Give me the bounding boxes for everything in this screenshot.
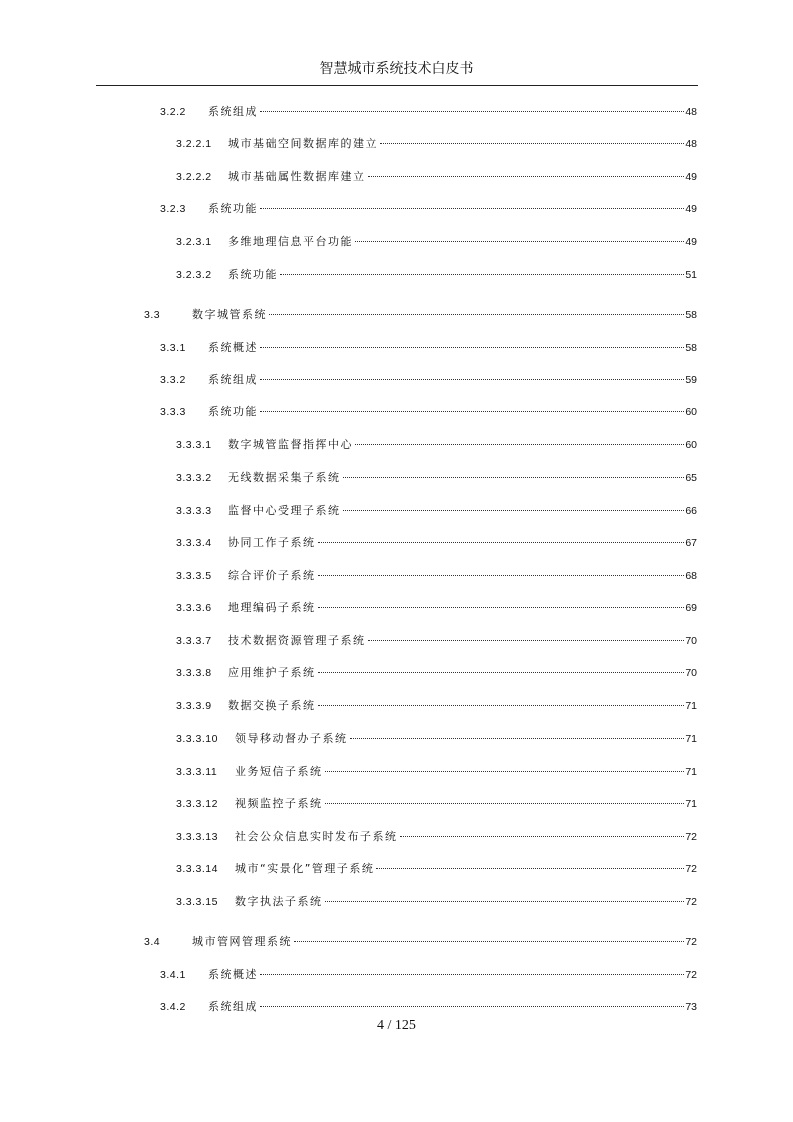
- toc-entry-number: 3.3.3.15: [176, 896, 218, 908]
- toc-dot-leader: [318, 705, 685, 706]
- toc-dot-leader: [260, 974, 684, 975]
- toc-entry[interactable]: [176, 894, 697, 910]
- toc-dot-leader: [355, 444, 684, 445]
- toc-entry-title: 城市基础空间数据库的建立: [228, 137, 378, 150]
- toc-entry-number: 3.3.3.13: [176, 831, 218, 843]
- toc-entry-number: 3.3.3.8: [176, 667, 212, 679]
- toc-entry-page: 71: [685, 733, 697, 745]
- toc-entry-page: 66: [685, 505, 697, 517]
- toc-entry[interactable]: [176, 633, 697, 649]
- toc-entry-number: 3.3.1: [160, 342, 186, 354]
- toc-entry-title: 数字城管监督指挥中心: [228, 438, 353, 451]
- toc-entry-number: 3.2.2.2: [176, 171, 212, 183]
- toc-entry[interactable]: [144, 307, 697, 323]
- toc-entry-number: 3.3.3.3: [176, 505, 212, 517]
- toc-entry[interactable]: [176, 861, 697, 877]
- toc-entry-page: 51: [685, 269, 697, 281]
- toc-entry-title: 领导移动督办子系统: [235, 732, 348, 745]
- toc-dot-leader: [294, 941, 684, 942]
- toc-entry[interactable]: [176, 169, 697, 185]
- toc-entry[interactable]: [176, 698, 697, 714]
- toc-dot-leader: [318, 672, 685, 673]
- toc-entry-number: 3.3.3.14: [176, 863, 218, 875]
- toc-entry-page: 68: [685, 570, 697, 582]
- toc-entry[interactable]: [176, 470, 697, 486]
- toc-entry-page: 72: [685, 969, 697, 981]
- toc-dot-leader: [260, 347, 684, 348]
- toc-entry-title: 地理编码子系统: [228, 601, 316, 614]
- toc-entry-title: 系统功能: [228, 268, 278, 281]
- toc-entry-page: 49: [685, 236, 697, 248]
- toc-entry-page: 49: [685, 171, 697, 183]
- toc-entry-number: 3.3.3.9: [176, 700, 212, 712]
- toc-entry[interactable]: [176, 437, 697, 453]
- toc-entry-number: 3.2.3: [160, 203, 186, 215]
- toc-dot-leader: [376, 868, 684, 869]
- toc-dot-leader: [325, 803, 685, 804]
- toc-entry-title: 系统概述: [208, 341, 258, 354]
- toc-entry-page: 48: [685, 106, 697, 118]
- toc-entry-title: 系统功能: [208, 405, 258, 418]
- toc-entry-title: 社会公众信息实时发布子系统: [235, 830, 398, 843]
- toc-entry-title: 城市“实景化”管理子系统: [235, 862, 375, 875]
- toc-dot-leader: [325, 771, 685, 772]
- toc-dot-leader: [343, 477, 685, 478]
- toc-entry-page: 48: [685, 138, 697, 150]
- toc-entry-title: 协同工作子系统: [228, 536, 316, 549]
- toc-dot-leader: [280, 274, 684, 275]
- toc-entry-number: 3.3.3.10: [176, 733, 218, 745]
- toc-entry-title: 系统组成: [208, 1000, 258, 1013]
- toc-entry-number: 3.2.2.1: [176, 138, 212, 150]
- toc-entry-number: 3.2.3.1: [176, 236, 212, 248]
- toc-entry-title: 数据交换子系统: [228, 699, 316, 712]
- toc-entry-page: 69: [685, 602, 697, 614]
- toc-entry[interactable]: [160, 372, 697, 388]
- toc-entry-number: 3.3.3.5: [176, 570, 212, 582]
- toc-entry-page: 70: [685, 635, 697, 647]
- toc-entry-page: 71: [685, 700, 697, 712]
- toc-dot-leader: [260, 1006, 684, 1007]
- toc-dot-leader: [325, 901, 685, 902]
- toc-entry-page: 72: [685, 863, 697, 875]
- toc-entry[interactable]: [176, 764, 697, 780]
- running-header-title: 智慧城市系统技术白皮书: [319, 61, 474, 77]
- toc-entry[interactable]: [160, 201, 697, 217]
- toc-dot-leader: [318, 542, 685, 543]
- toc-entry-title: 城市基础属性数据库建立: [228, 170, 366, 183]
- toc-entry-page: 67: [685, 537, 697, 549]
- toc-entry-page: 65: [685, 472, 697, 484]
- toc-dot-leader: [350, 738, 685, 739]
- toc-entry-title: 应用维护子系统: [228, 666, 316, 679]
- toc-entry-number: 3.3: [144, 309, 161, 321]
- toc-entry[interactable]: [176, 665, 697, 681]
- toc-entry-title: 系统组成: [208, 373, 258, 386]
- toc-entry-number: 3.4.2: [160, 1001, 186, 1013]
- toc-entry[interactable]: [176, 535, 697, 551]
- toc-entry-number: 3.3.3.4: [176, 537, 212, 549]
- toc-entry-title: 监督中心受理子系统: [228, 504, 341, 517]
- toc-entry-title: 无线数据采集子系统: [228, 471, 341, 484]
- toc-dot-leader: [343, 510, 685, 511]
- toc-entry-number: 3.4: [144, 936, 161, 948]
- toc-entry-title: 视频监控子系统: [235, 797, 323, 810]
- toc-dot-leader: [400, 836, 685, 837]
- toc-entry-title: 综合评价子系统: [228, 569, 316, 582]
- toc-dot-leader: [260, 379, 684, 380]
- toc-entry-title: 系统功能: [208, 202, 258, 215]
- toc-dot-leader: [380, 143, 684, 144]
- toc-entry[interactable]: [176, 136, 697, 152]
- toc-entry-number: 3.3.3.2: [176, 472, 212, 484]
- toc-entry-number: 3.3.3: [160, 406, 186, 418]
- toc-entry-title: 业务短信子系统: [235, 765, 323, 778]
- toc-entry[interactable]: [176, 731, 697, 747]
- toc-entry[interactable]: [160, 404, 697, 420]
- toc-entry-page: 60: [685, 439, 697, 451]
- toc-entry-page: 58: [685, 309, 697, 321]
- toc-dot-leader: [260, 411, 684, 412]
- toc-entry[interactable]: [160, 340, 697, 356]
- toc-dot-leader: [269, 314, 684, 315]
- toc-entry[interactable]: [176, 796, 697, 812]
- toc-entry-page: 72: [685, 936, 697, 948]
- toc-entry-title: 系统概述: [208, 968, 258, 981]
- toc-entry[interactable]: [176, 568, 697, 584]
- toc-entry-page: 70: [685, 667, 697, 679]
- toc-dot-leader: [260, 208, 684, 209]
- toc-dot-leader: [368, 176, 685, 177]
- toc-entry-title: 系统组成: [208, 105, 258, 118]
- toc-dot-leader: [318, 575, 685, 576]
- toc-entry-title: 数字执法子系统: [235, 895, 323, 908]
- toc-dot-leader: [318, 607, 685, 608]
- toc-entry-page: 49: [685, 203, 697, 215]
- page-number-footer: 4 / 125: [377, 1018, 416, 1033]
- toc-entry[interactable]: [160, 999, 697, 1015]
- toc-entry-page: 72: [685, 896, 697, 908]
- toc-entry-number: 3.3.3.11: [176, 766, 218, 778]
- toc-entry-page: 73: [685, 1001, 697, 1013]
- header-rule: [96, 85, 698, 86]
- toc-entry-page: 72: [685, 831, 697, 843]
- toc-dot-leader: [260, 111, 684, 112]
- toc-entry-number: 3.4.1: [160, 969, 186, 981]
- toc-entry[interactable]: [176, 600, 697, 616]
- toc-entry[interactable]: [144, 934, 697, 950]
- toc-entry-page: 60: [685, 406, 697, 418]
- toc-entry-number: 3.3.3.6: [176, 602, 212, 614]
- toc-entry[interactable]: [176, 267, 697, 283]
- toc-entry-number: 3.3.3.1: [176, 439, 212, 451]
- toc-entry-number: 3.3.2: [160, 374, 186, 386]
- toc-entry-page: 58: [685, 342, 697, 354]
- toc-dot-leader: [355, 241, 684, 242]
- toc-entry-number: 3.3.3.12: [176, 798, 218, 810]
- toc-dot-leader: [368, 640, 685, 641]
- toc-entry[interactable]: [176, 829, 697, 845]
- toc-entry[interactable]: [160, 104, 697, 120]
- toc-entry-page: 59: [685, 374, 697, 386]
- toc-entry-page: 71: [685, 766, 697, 778]
- toc-entry-number: 3.3.3.7: [176, 635, 212, 647]
- toc-entry[interactable]: [176, 234, 697, 250]
- toc-entry-number: 3.2.2: [160, 106, 186, 118]
- toc-entry-title: 技术数据资源管理子系统: [228, 634, 366, 647]
- toc-entry[interactable]: [176, 503, 697, 519]
- toc-entry-title: 城市管网管理系统: [192, 935, 292, 948]
- toc-entry-title: 数字城管系统: [192, 308, 267, 321]
- toc-entry-title: 多维地理信息平台功能: [228, 235, 353, 248]
- toc-entry-page: 71: [685, 798, 697, 810]
- toc-entry[interactable]: [160, 967, 697, 983]
- toc-entry-number: 3.2.3.2: [176, 269, 212, 281]
